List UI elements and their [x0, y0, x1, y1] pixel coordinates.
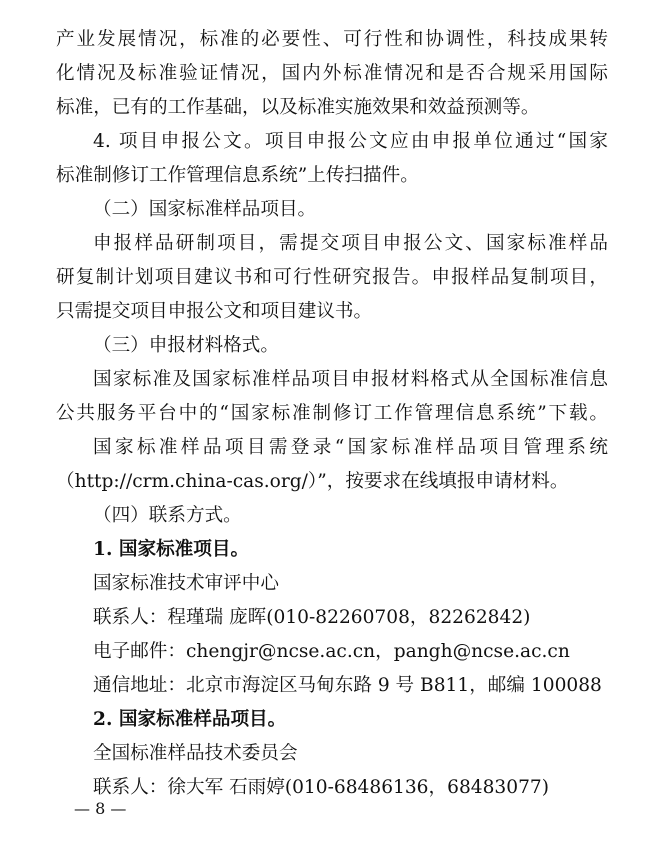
- paragraph-line: 4. 项目申报公文。项目申报公文应由申报单位通过“国家: [93, 131, 608, 152]
- contact-address: 通信地址：北京市海淀区马甸东路 9 号 B811，邮编 100088: [93, 675, 602, 696]
- page-number: — 8 —: [74, 799, 127, 818]
- paragraph-line: 标准制修订工作管理信息系统”上传扫描件。: [56, 165, 419, 186]
- subsection-heading: 2. 国家标准样品项目。: [93, 709, 287, 730]
- paragraph-line-url: （http://crm.china-cas.org/）”，按要求在线填报申请材料。: [56, 471, 569, 492]
- paragraph-line: 公共服务平台中的“国家标准制修订工作管理信息系统”下载。: [56, 403, 608, 424]
- paragraph-line: 标准，已有的工作基础，以及标准实施效果和效益预测等。: [56, 97, 540, 118]
- paragraph-line: 只需提交项目申报公文和项目建议书。: [56, 301, 373, 322]
- organization-name: 国家标准技术审评中心: [93, 573, 279, 594]
- contact-person: 联系人：徐大军 石雨婷(010-68486136，68483077): [93, 777, 550, 798]
- contact-email: 电子邮件：chengjr@ncse.ac.cn，pangh@ncse.ac.cn: [93, 641, 570, 662]
- contact-person: 联系人：程瑾瑞 庞晖(010-82260708，82262842): [93, 607, 531, 628]
- section-heading: （二）国家标准样品项目。: [93, 199, 317, 220]
- paragraph-line: 研复制计划项目建议书和可行性研究报告。申报样品复制项目，: [56, 267, 608, 288]
- paragraph-line: 申报样品研制项目，需提交项目申报公文、国家标准样品: [93, 233, 608, 254]
- organization-name: 全国标准样品技术委员会: [93, 743, 298, 764]
- paragraph-line: 化情况及标准验证情况，国内外标准情况和是否合规采用国际: [56, 63, 608, 84]
- section-heading: （三）申报材料格式。: [93, 335, 279, 356]
- paragraph-line: 国家标准样品项目需登录“国家标准样品项目管理系统: [93, 437, 608, 458]
- section-heading: （四）联系方式。: [93, 505, 242, 526]
- subsection-heading: 1. 国家标准项目。: [93, 539, 250, 560]
- paragraph-line: 国家标准及国家标准样品项目申报材料格式从全国标准信息: [93, 369, 608, 390]
- paragraph-line: 产业发展情况，标准的必要性、可行性和协调性，科技成果转: [56, 29, 608, 50]
